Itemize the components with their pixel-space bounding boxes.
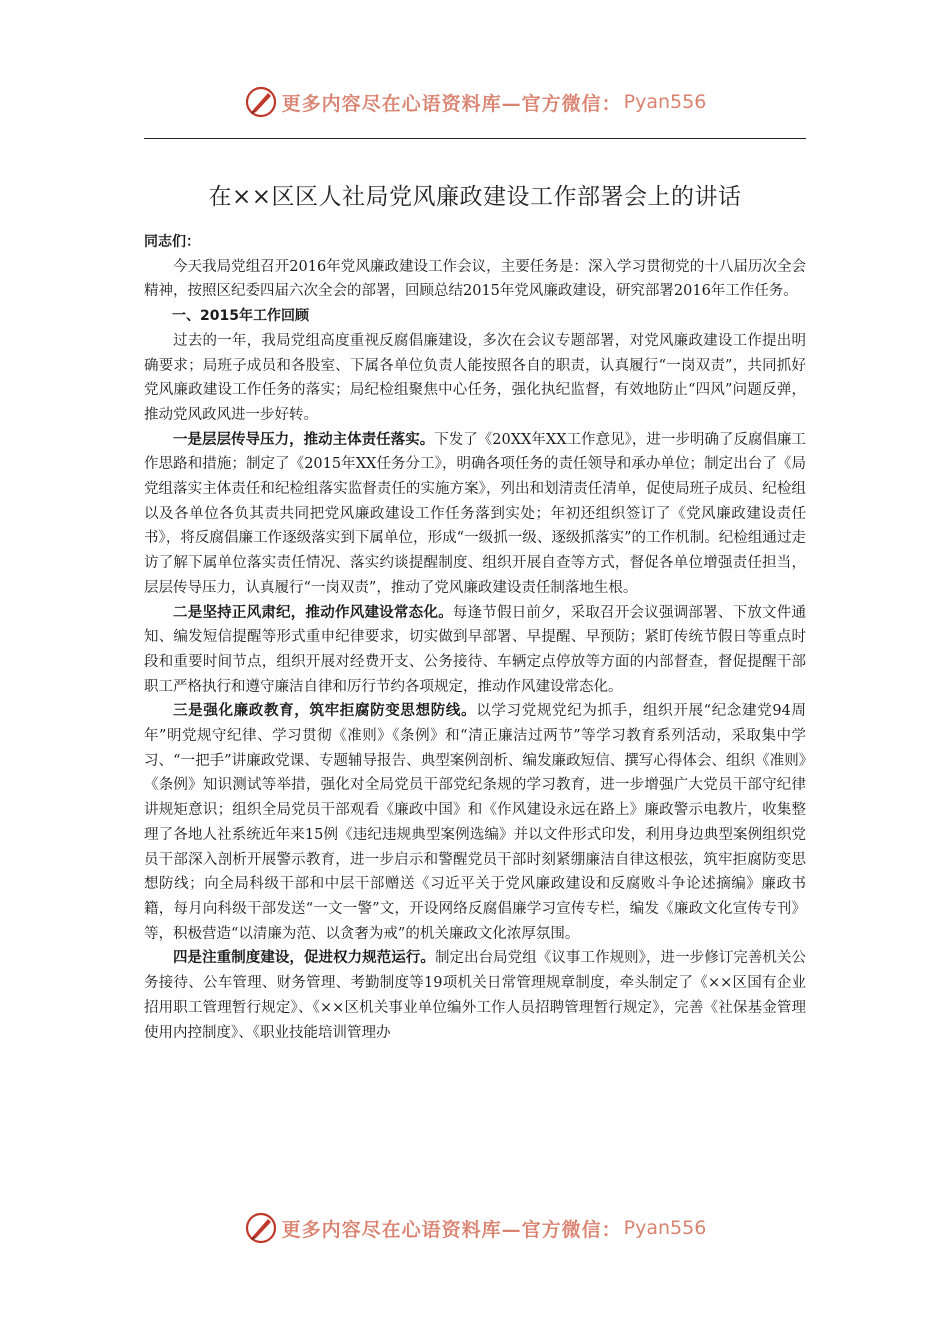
- section-intro-paragraph: 过去的一年，我局党组高度重视反腐倡廉建设，多次在会议专题部署，对党风廉政建设工作提出明确要求；局班子成员和各股室、下属各单位负责人能按照各自的职责，认真履行“一岗双责”，共同抓好党风廉政建设工作任务的落实；局纪检组聚焦中心任务，强化执纪监督，有效地防止“四风”问题反弹，推动党风政风进一步好转。: [144, 332, 806, 423]
- banner-slogan: 更多内容尽在心语资料库—官方微信：: [281, 1218, 622, 1241]
- point-text-2: 每逢节假日前夕，采取召开会议强调部署、下放文件通知、编发短信提醒等形式重申纪律要求，切实做到早部署、早提醒、早预防；紧盯传统节假日等重点时段和重要时间节点，组织开展对经费开支、公务接待、车辆定点停放等方面的内部督查，督促提醒干部职工严格执行和遵守廉洁自律和厉行节约各项规定，推动作风建设常态化。: [144, 604, 806, 695]
- quill-logo-icon: [244, 85, 278, 119]
- document-title: 在××区区人社局党风廉政建设工作部署会上的讲话: [208, 184, 742, 210]
- point-paragraph-2: [144, 601, 806, 700]
- banner-wechat-handle: Pyan556: [623, 1217, 707, 1239]
- point-paragraph-3: [144, 699, 806, 946]
- quill-logo-icon: [244, 1211, 278, 1245]
- section-heading: 一、2015年工作回顾: [172, 308, 309, 325]
- document-body: [144, 230, 806, 1045]
- banner-wechat-handle: Pyan556: [623, 91, 707, 113]
- footer-banner: [0, 1208, 950, 1248]
- point-paragraph-4: [144, 946, 806, 1045]
- point-paragraph-1: [144, 428, 806, 601]
- point-lead-2: 二是坚持正风肃纪，推动作风建设常态化。: [173, 604, 453, 621]
- point-lead-3: 三是强化廉政教育，筑牢拒腐防变思想防线。: [173, 703, 477, 720]
- header-banner: [0, 82, 950, 122]
- point-text-1: 下发了《20XX年XX工作意见》，进一步明确了反腐倡廉工作思路和措施；制定了《2015年XX任务分工》，明确各项任务的责任领导和承办单位；制定出台了《局党组落实主体责任和纪检组落实监督责任的实施方案》，列出和划清责任清单，促使局班子成员、纪检组以及各单位各负其责共同把党风廉政建设工作任务落到实处；年初还组织签订了《党风廉政建设责任书》，将反腐倡廉工作逐级落实到下属单位，形成“一级抓一级、逐级抓落实”的工作机制。纪检组通过走访了解下属单位落实责任情况、落实约谈提醒制度、组织开展自查等方式，督促各单位增强责任担当，层层传导压力，认真履行“一岗双责”，推动了党风廉政建设责任制落地生根。: [144, 431, 806, 596]
- point-lead-1: 一是层层传导压力，推动主体责任落实。: [173, 431, 435, 448]
- point-lead-4: 四是注重制度建设，促进权力规范运行。: [173, 950, 435, 967]
- greeting: 同志们：: [144, 234, 200, 250]
- point-text-4: 制定出台局党组《议事工作规则》，进一步修订完善机关公务接待、公车管理、财务管理、考勤制度等19项机关日常管理规章制度，牵头制定了《××区国有企业招用职工管理暂行规定》、《××区机关事业单位编外工作人员招聘管理暂行规定》，完善《社保基金管理使用内控制度》、《职业技能培训管理办: [144, 950, 807, 1041]
- header-rule: [144, 138, 806, 139]
- point-text-3: 以学习党规党纪为抓手，组织开展“纪念建党94周年”明党规守纪律、学习贯彻《准则》《条例》和“清正廉洁过两节”等学习教育系列活动，采取集中学习、“一把手”讲廉政党课、专题辅导报告、典型案例剖析、编发廉政短信、撰写心得体会、组织《准则》《条例》知识测试等举措，强化对全局党员干部党纪条规的学习教育，进一步增强广大党员干部守纪律讲规矩意识；组织全局党员干部观看《廉政中国》和《作风建设永远在路上》廉政警示电教片，收集整理了各地人社系统近年来15例《违纪违规典型案例选编》并以文件形式印发，利用身边典型案例组织党员干部深入剖析开展警示教育，进一步启示和警醒党员干部时刻紧绷廉洁自律这根弦，筑牢拒腐防变思想防线；向全局科级干部和中层干部赠送《习近平关于党风廉政建设和反腐败斗争论述摘编》廉政书籍，每月向科级干部发送“一文一警”文，开设网络反腐倡廉学习宣传专栏，编发《廉政文化宣传专刊》等，积极营造“以清廉为范、以贪奢为戒”的机关廉政文化浓厚氛围。: [144, 703, 806, 942]
- banner-slogan: 更多内容尽在心语资料库—官方微信：: [281, 92, 622, 115]
- intro-paragraph: 今天我局党组召开2016年党风廉政建设工作会议，主要任务是：深入学习贯彻党的十八届历次全会精神，按照区纪委四届六次全会的部署，回顾总结2015年党风廉政建设，研究部署2016年工作任务。: [144, 258, 806, 300]
